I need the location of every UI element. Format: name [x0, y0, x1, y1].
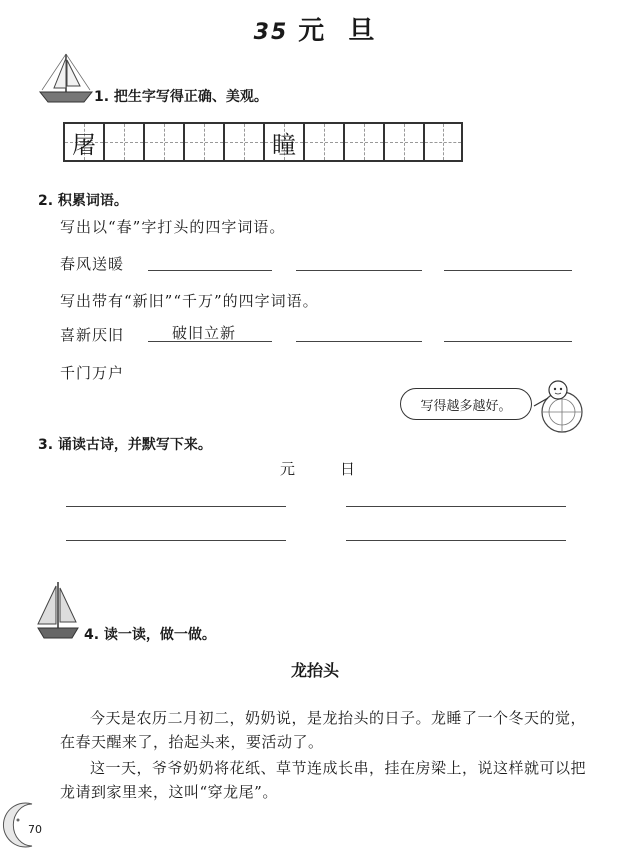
prompt-spring-words: 写出以“春”字打头的四字词语。	[60, 218, 286, 236]
grid-cell[interactable]: 瞳	[263, 122, 303, 162]
sailboat-icon	[34, 580, 82, 642]
poem-title-char-1: 元	[280, 460, 297, 478]
grid-cell[interactable]: 屠	[63, 122, 103, 162]
section-2-title: 2. 积累词语。	[38, 193, 128, 209]
page-number: 70	[28, 823, 42, 836]
answer-line[interactable]	[148, 341, 272, 342]
poem-line[interactable]	[346, 540, 566, 541]
lesson-number: 35	[253, 20, 289, 45]
section-4-title: 4. 读一读，做一做。	[84, 627, 216, 643]
example-word-2: 喜新厌旧	[60, 326, 125, 344]
title-char-2: 旦	[348, 16, 377, 46]
grid-cell[interactable]	[223, 122, 263, 162]
story-paragraph-1: 今天是农历二月初二，奶奶说，是龙抬头的日子。龙睡了一个冬天的觉，在春天醒来了，抬起头来，要活动了。	[60, 709, 587, 751]
answer-line[interactable]	[296, 270, 422, 271]
grid-cell[interactable]	[143, 122, 183, 162]
answer-line[interactable]	[296, 341, 422, 342]
sailboat-icon	[36, 50, 96, 106]
speech-bubble	[400, 388, 532, 420]
example-word-1: 春风送暖	[60, 255, 125, 273]
story-title: 龙抬头	[290, 661, 339, 680]
poem-line[interactable]	[66, 540, 286, 541]
answer-line[interactable]	[444, 341, 572, 342]
grid-cell[interactable]	[183, 122, 223, 162]
grid-cell[interactable]	[383, 122, 423, 162]
answer-line[interactable]	[444, 270, 572, 271]
moon-icon	[2, 800, 50, 850]
cartoon-child-icon	[528, 376, 592, 436]
grid-cell[interactable]	[343, 122, 383, 162]
answer-line[interactable]	[148, 270, 272, 271]
poem-line[interactable]	[66, 506, 286, 507]
grid-cell[interactable]	[303, 122, 343, 162]
section-1-title: 1. 把生字写得正确、美观。	[94, 89, 268, 105]
answer-word: 破旧立新	[172, 324, 237, 342]
page-title	[0, 10, 630, 47]
story-paragraph-2: 这一天，爷爷奶奶将花纸、草节连成长串，挂在房梁上，说这样就可以把龙请到家里来，这叫“穿龙尾”。	[60, 759, 587, 801]
poem-line[interactable]	[346, 506, 566, 507]
section-3-title: 3. 诵读古诗，并默写下来。	[38, 437, 212, 453]
grid-cell[interactable]	[103, 122, 143, 162]
title-char-1: 元	[298, 16, 327, 46]
writing-grid	[63, 122, 463, 162]
example-word-3: 千门万户	[60, 364, 125, 382]
prompt-xinjiu-qianwan: 写出带有“新旧”“千万”的四字词语。	[60, 292, 319, 310]
grid-cell[interactable]	[423, 122, 463, 162]
speech-bubble-text: 写得越多越好。	[420, 398, 512, 414]
poem-title-char-2: 日	[340, 460, 357, 478]
